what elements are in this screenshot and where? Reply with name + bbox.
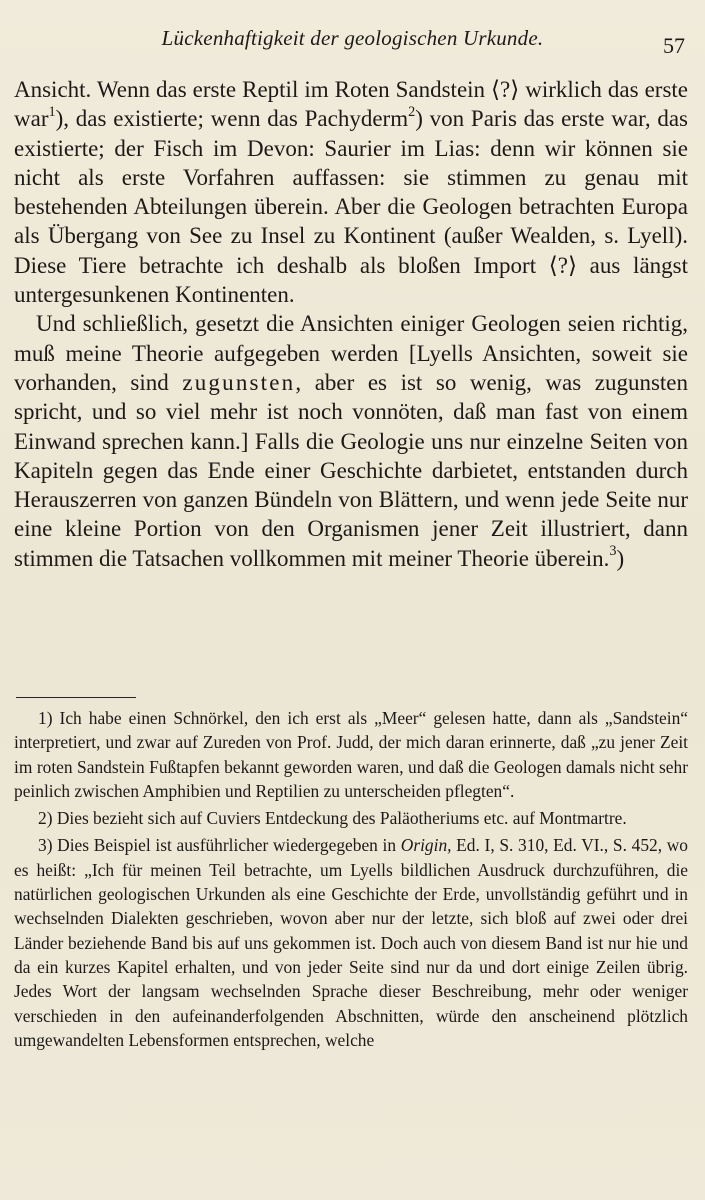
footnote-ref-3: 3	[609, 542, 617, 559]
footnotes	[14, 706, 688, 1052]
footnote-divider	[16, 697, 136, 698]
running-title: Lückenhaftigkeit der geologischen Urkunde.	[161, 26, 544, 50]
paragraph-2-text-c: )	[616, 545, 625, 571]
paragraph-2-text-a: Und schließlich, gesetzt die Ansichten einiger Geologen seien richtig, muß meine Theorie aufgegeben werden [Lyells Ansichten, soweit sie vorhanden, sind	[14, 311, 688, 395]
main-text	[14, 75, 688, 573]
emphasized-word: zugunsten	[182, 369, 296, 395]
paragraph-1-text-c: ) von Paris das erste war, das existierte; der Fisch im Devon: Saurier im Lias: denn wir können sie nicht als erste Vorfahren auffassen: sie stimmen zu genau mit bestehenden Abteilungen überein. Aber die Geologen betrachten Europa als Übergang von See zu Insel zu Kontinent (außer Wealden, s. Lyell). Diese Tiere betrachte ich deshalb als bloßen Import ⟨?⟩ aus längst untergesunkenen Kontinenten.	[14, 106, 688, 308]
footnote-1: 1) Ich habe einen Schnörkel, den ich erst als „Meer“ gelesen hatte, dann als „Sandstein“ interpretiert, und zwar auf Zureden von Prof. Judd, der mich daran erinnerte, daß „zu jener Zeit im roten Sandstein Fußtapfen bekannt geworden waren, und daß die Geologen damals nicht sehr peinlich zwischen Amphibien und Reptilien zu unterscheiden pflegten“.	[14, 708, 688, 801]
footnote-3-book-title: Origin,	[400, 835, 452, 856]
paragraph-1	[14, 75, 688, 309]
paragraph-2-text-b: , aber es ist so wenig, was zugunsten spricht, und so viel mehr ist noch vonnöten, daß man fast von einem Einwand sprechen kann.] Falls die Geologie uns nur einzelne Seiten von Kapiteln gegen das Ende einer Geschichte darbietet, entstanden durch Herauszerren von ganzen Bündeln von Blättern, und wenn jede Seite nur eine kleine Portion von den Organismen jener Zeit illustriert, dann stimmen die Tatsachen vollkommen mit meiner Theorie überein.	[14, 369, 689, 571]
paragraph-1-text-b: ), das existierte; wenn das Pachyderm	[55, 106, 409, 132]
paragraph-1-text-a: Ansicht. Wenn das erste Reptil im Roten Sandstein ⟨?⟩ wirklich das erste war	[14, 77, 688, 132]
footnote-3-text-a: 3) Dies Beispiel ist ausführlicher wiedergegeben in	[38, 835, 401, 856]
page-number: 57	[663, 33, 685, 58]
page-header	[0, 0, 705, 70]
footnote-ref-1: 1	[48, 103, 56, 120]
paragraph-2	[14, 309, 688, 573]
footnote-ref-2: 2	[408, 103, 416, 120]
footnote-2: 2) Dies bezieht sich auf Cuviers Entdeckung des Paläotheriums etc. auf Montmartre.	[38, 808, 627, 829]
footnote-3	[14, 833, 688, 1052]
footnote-3-text-b: Ed. I, S. 310, Ed. VI., S. 452, wo es heißt: „Ich für meinen Teil betrachte, um Lyells bildlichen Ausdruck durchzuführen, die natürlichen geologischen Urkunden als eine Geschichte der Erde, unvollständig geführt und in wechselnden Dialekten geschrieben, wovon aber nur der letzte, sich bloß auf zwei oder drei Länder beziehende Band bis auf uns gekommen ist. Doch auch von diesem Band ist nur hie und da ein kurzes Kapitel erhalten, und von jeder Seite sind nur da und dort einige Zeilen übrig. Jedes Wort der langsam wechselnden Sprache dieser Beschreibung, mehr oder weniger verschieden in den aufeinanderfolgenden Abschnitten, würde den anscheinend plötzlich umgewandelten Lebensformen entsprechen, welche	[14, 835, 688, 1050]
